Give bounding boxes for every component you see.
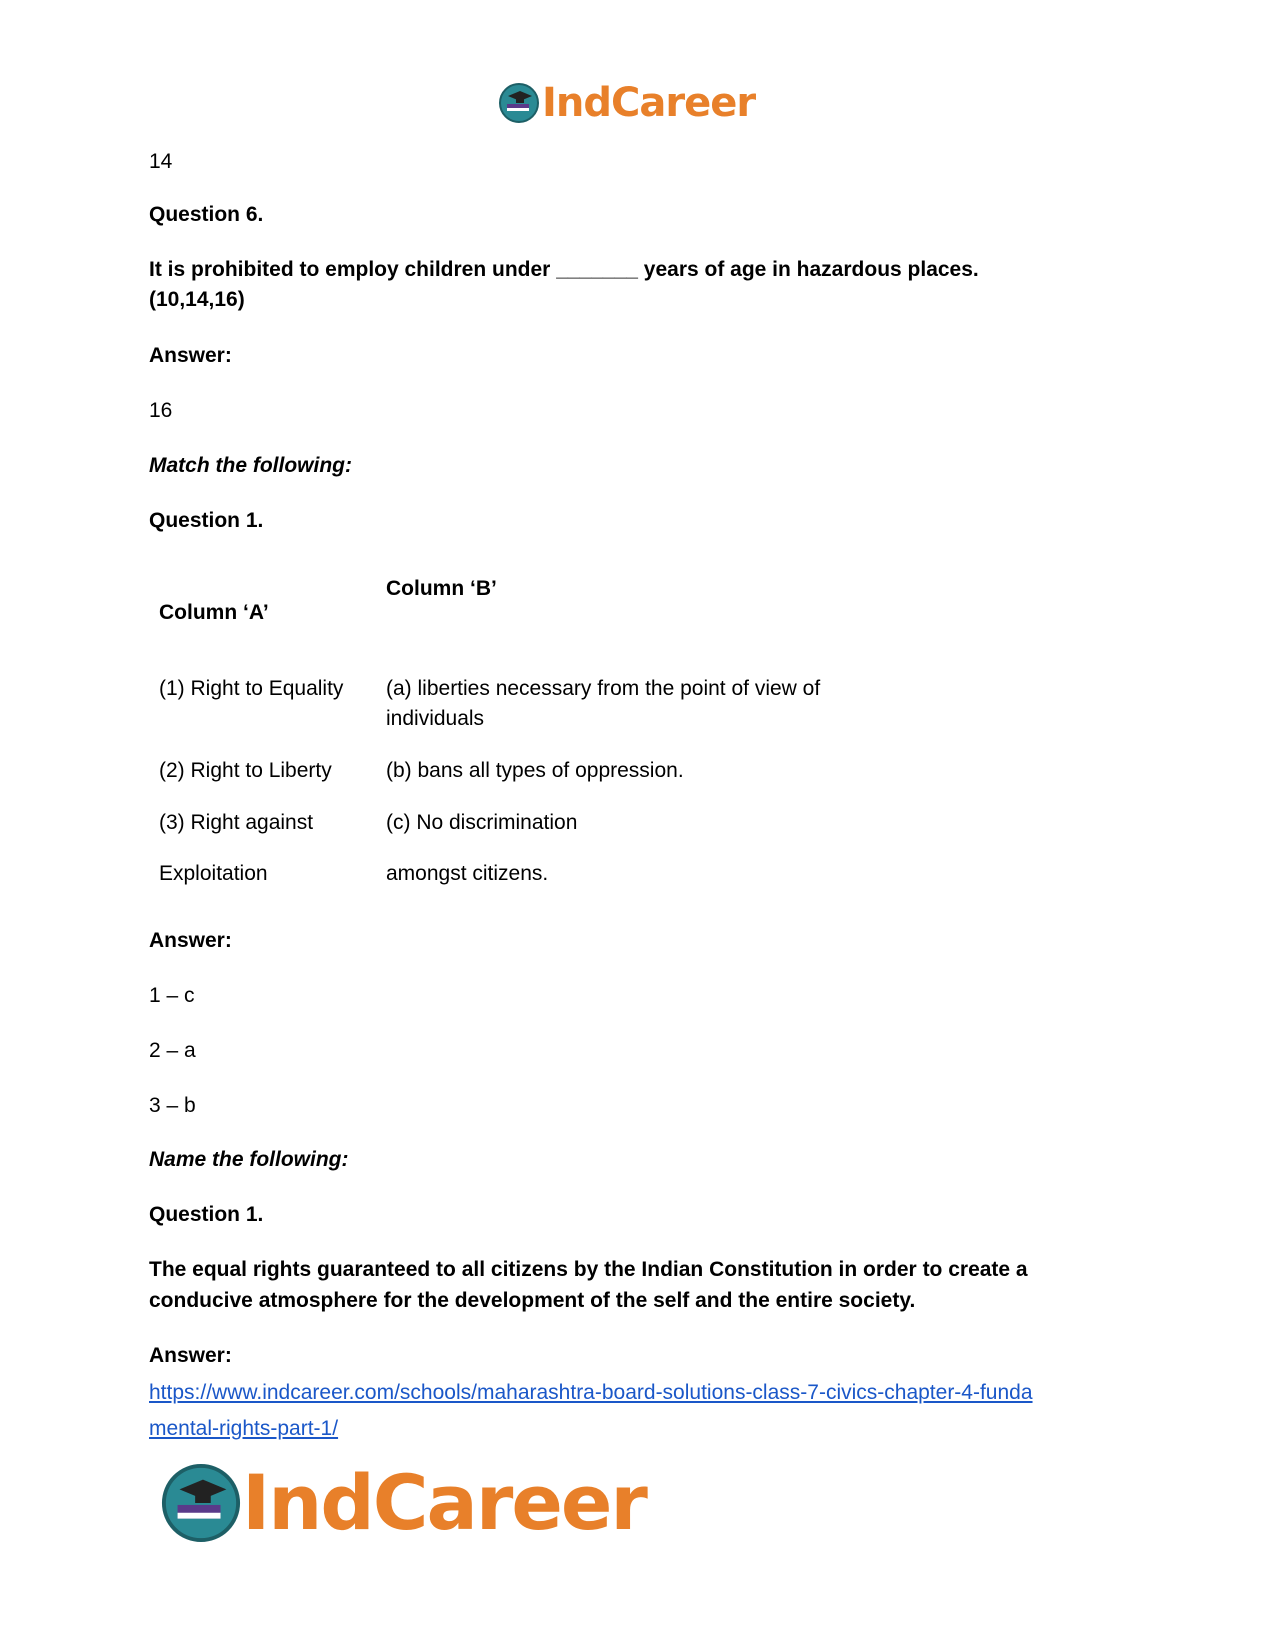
table-cell-a: Exploitation <box>159 862 268 885</box>
match-answer-item: 3 – b <box>149 1094 196 1117</box>
globe-book-icon <box>498 82 540 124</box>
column-a-header: Column ‘A’ <box>159 601 269 624</box>
previous-answer-value: 14 <box>149 150 173 173</box>
answer-link-line1[interactable]: https://www.indcareer.com/schools/maharashtra-board-solutions-class-7-civics-chapter-4-funda <box>149 1381 1033 1404</box>
answer-link-line2[interactable]: mental-rights-part-1/ <box>149 1417 339 1440</box>
column-b-header: Column ‘B’ <box>386 577 497 600</box>
answer-label: Answer: <box>149 929 232 952</box>
name-question-label: Question 1. <box>149 1203 264 1226</box>
answer-label: Answer: <box>149 344 232 367</box>
question-6-text-line1: It is prohibited to employ children under _______ years of age in hazardous places. <box>149 258 979 281</box>
match-question-label: Question 1. <box>149 509 264 532</box>
footer-logo <box>160 1458 646 1547</box>
table-cell-b: amongst citizens. <box>386 862 549 885</box>
table-cell-a: (1) Right to Equality <box>159 677 344 700</box>
table-cell-b: individuals <box>386 707 485 730</box>
table-cell-a: (3) Right against <box>159 811 314 834</box>
table-cell-b: (c) No discrimination <box>386 811 578 834</box>
name-question-text-line2: conducive atmosphere for the development of the self and the entire society. <box>149 1289 916 1312</box>
table-cell-b: (a) liberties necessary from the point of view of <box>386 677 821 700</box>
match-answer-item: 2 – a <box>149 1039 196 1062</box>
name-section-heading: Name the following: <box>149 1148 349 1171</box>
match-section-heading: Match the following: <box>149 454 352 477</box>
answer-label: Answer: <box>149 1344 232 1367</box>
header-logo-text: IndCareer <box>542 80 756 126</box>
question-6-answer: 16 <box>149 399 173 422</box>
question-6-label: Question 6. <box>149 203 264 226</box>
table-cell-a: (2) Right to Liberty <box>159 759 332 782</box>
match-answer-item: 1 – c <box>149 984 195 1007</box>
name-question-text-line1: The equal rights guaranteed to all citizens by the Indian Constitution in order to create a <box>149 1258 1028 1281</box>
match-table <box>159 568 879 888</box>
footer-logo-text: IndCareer <box>242 1458 646 1547</box>
table-cell-b: (b) bans all types of oppression. <box>386 759 684 782</box>
header-logo <box>498 80 755 126</box>
question-6-text-line2: (10,14,16) <box>149 288 245 311</box>
globe-book-icon <box>160 1462 242 1544</box>
